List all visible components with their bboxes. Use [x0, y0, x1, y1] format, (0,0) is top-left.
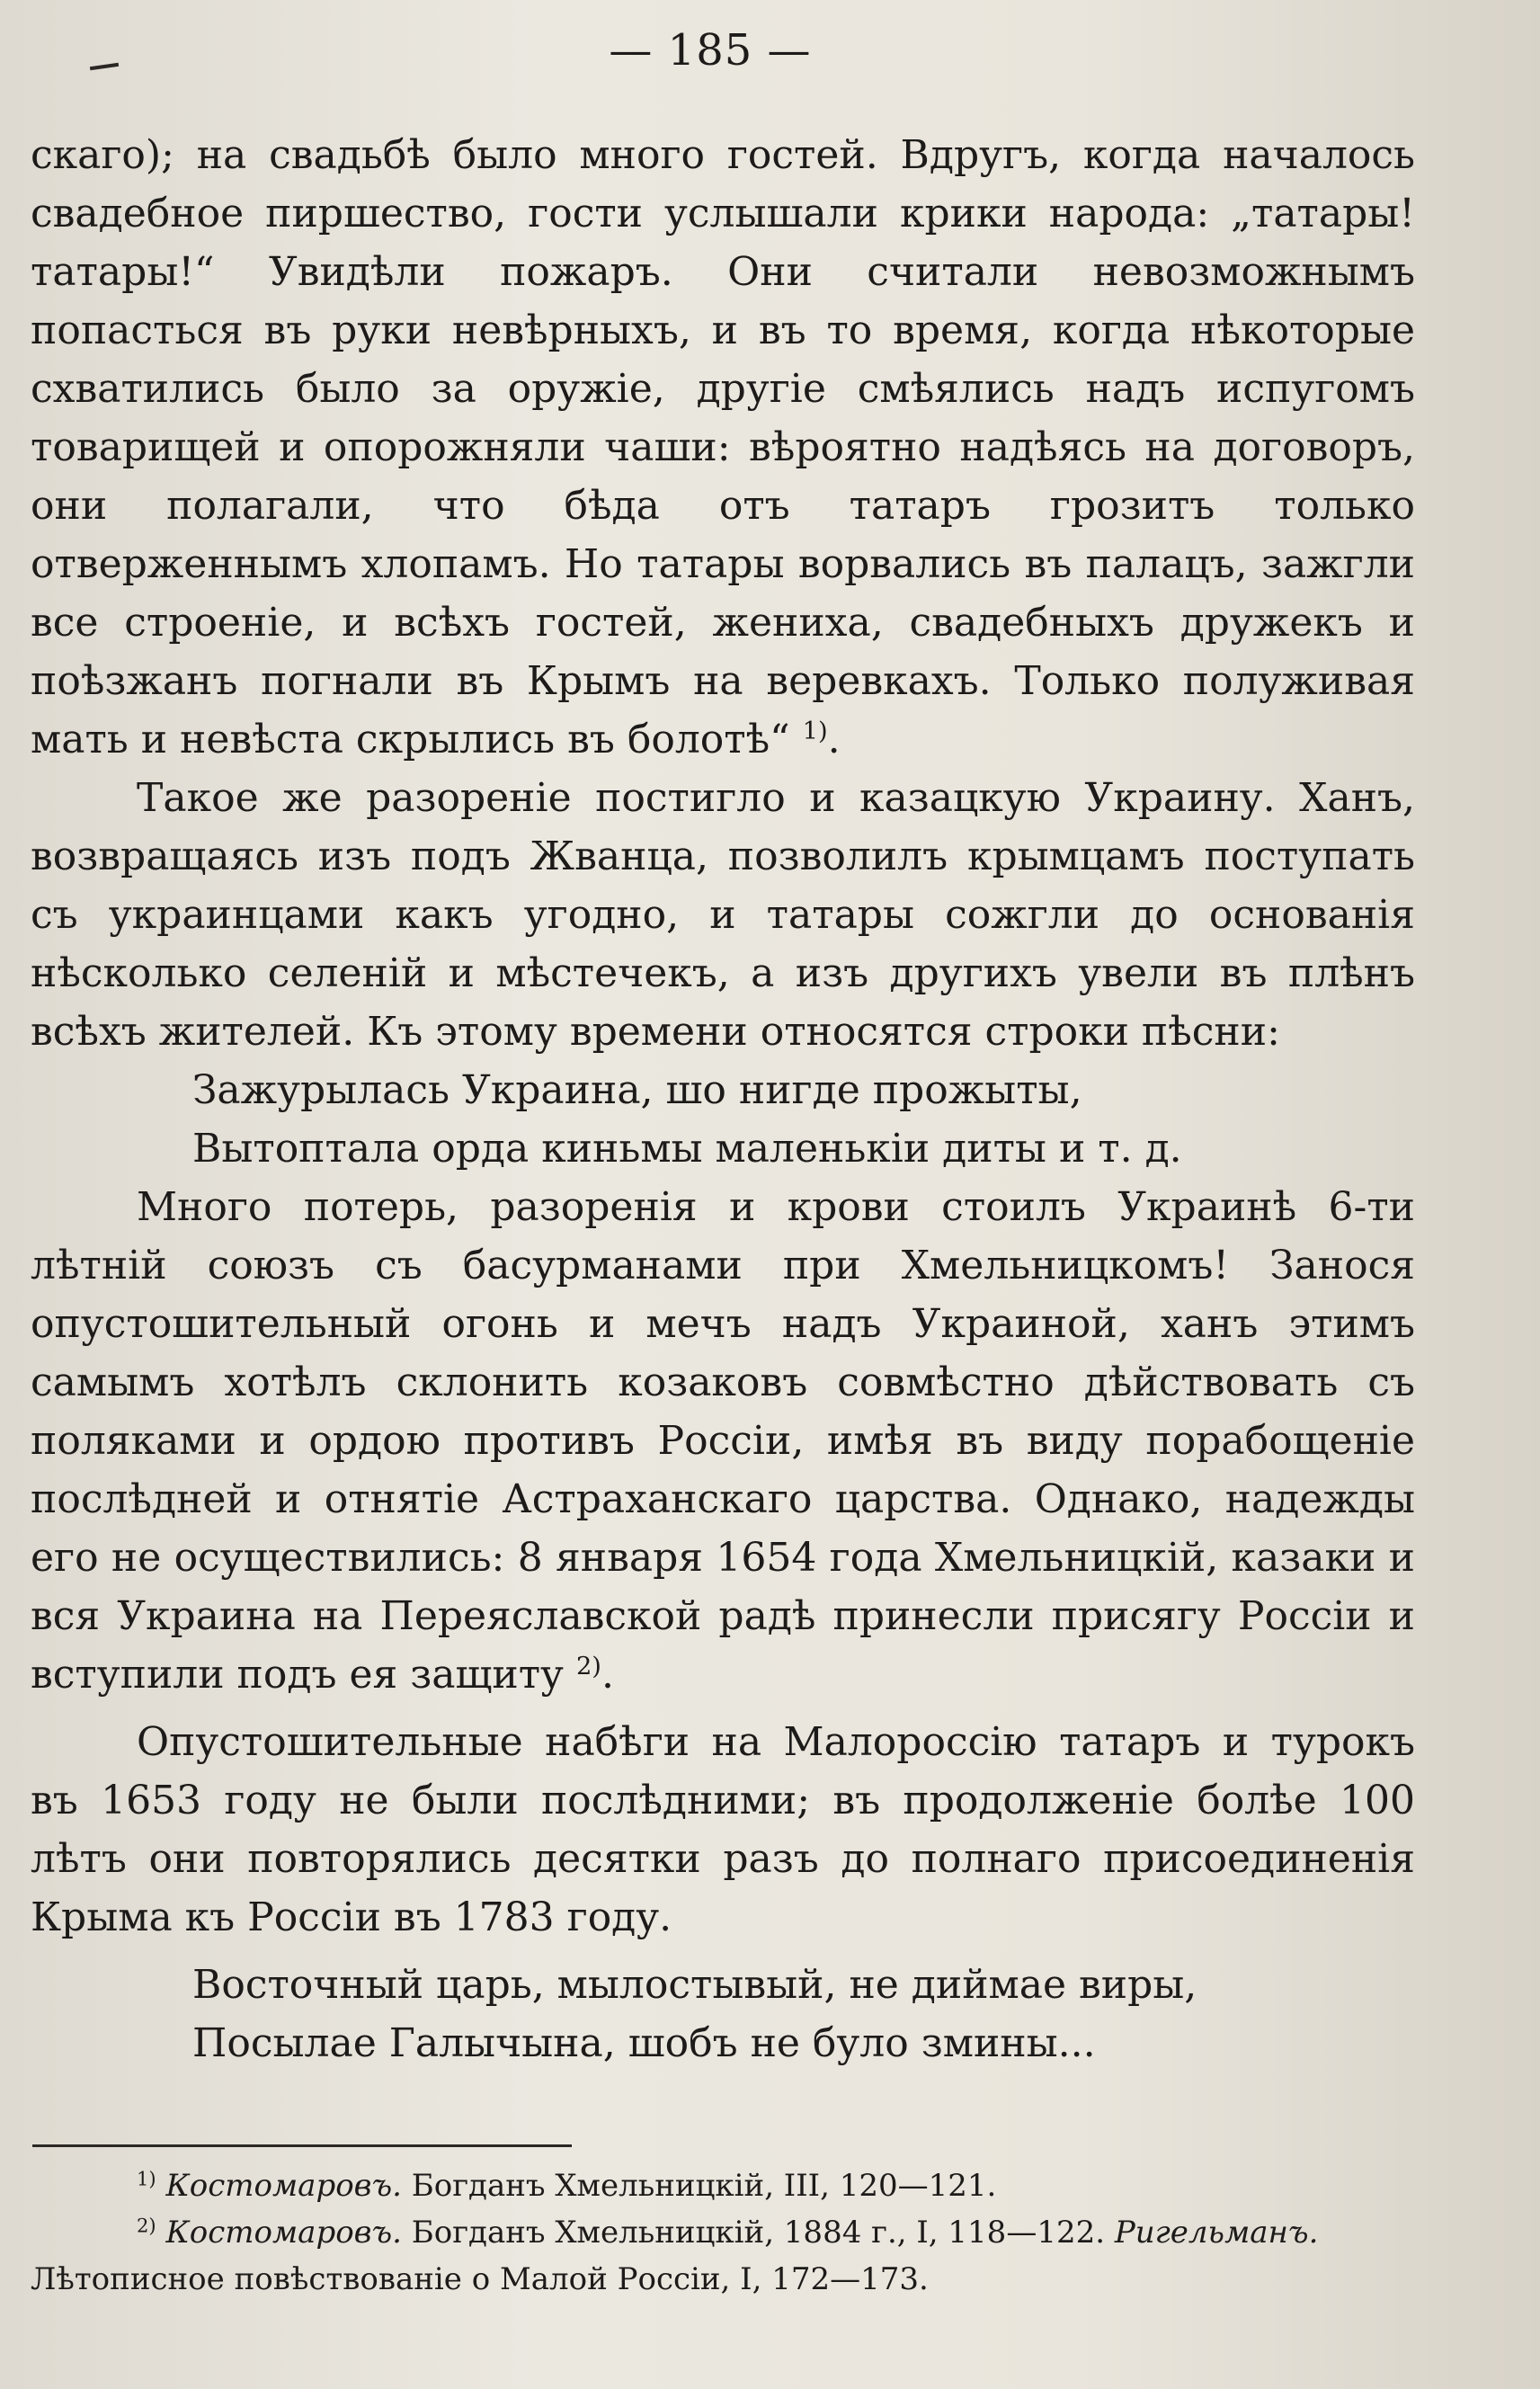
footnote-text: Богданъ Хмельницкій, 1884 г., I, 118—122.: [401, 2215, 1115, 2251]
verse-line: Зажурылась Украина, шо нигде прожыты,: [192, 1067, 1082, 1113]
paragraph-3: [31, 1178, 1415, 1704]
footnote-ref-2: 2): [575, 1653, 601, 1680]
main-text: [31, 126, 1415, 2073]
footnote-divider: [32, 2144, 572, 2147]
footnote-text: Богданъ Хмельницкій, III, 120—121.: [401, 2168, 997, 2204]
footnotes: [31, 2162, 1415, 2303]
song-quote-1: [31, 1061, 1415, 1178]
footnote-marker: 1): [137, 2167, 156, 2190]
footnote-ref-1: 1): [802, 718, 828, 745]
paragraph-3-end: .: [601, 1652, 614, 1698]
paragraph-3-text: Много потерь, разоренія и крови стоилъ Украинѣ 6-ти лѣтній союзъ съ басурманами при Хмельницкомъ! Занося опустошительный огонь и мечъ надъ Украиной, ханъ этимъ самымъ хотѣлъ склонить козаковъ совмѣстно дѣйствовать съ поляками и ордою противъ Россіи, имѣя въ виду порабощеніе послѣдней и отнятіе Астраханскаго царства. Однако, надежды его не осуществились: 8 января 1654 года Хмельницкій, казаки и вся Украина на Переяславской радѣ принесли присягу Россіи и вступили подъ ея защиту: [31, 1184, 1415, 1698]
footnote-author: Костомаровъ.: [165, 2168, 402, 2204]
song-quote-2: [31, 1956, 1415, 2073]
footnote-1: [31, 2162, 1415, 2209]
verse-line: Вытоптала орда киньмы маленькіи диты и т. д.: [192, 1126, 1182, 1172]
page-number: — 185 —: [609, 25, 812, 76]
footnote-author: Костомаровъ.: [165, 2215, 402, 2251]
paragraph-4: Опустошительные набѣги на Малороссію татаръ и турокъ въ 1653 году не были послѣдними; въ продолженіе болѣе 100 лѣтъ они повторялись десятки разъ до полнаго присоединенія Крыма къ Россіи въ 1783 году.: [31, 1719, 1415, 1940]
footnote-marker: 2): [137, 2214, 156, 2237]
footnote-text: Лѣтописное повѣствованіе о Малой Россіи, I, 172—173.: [31, 2261, 929, 2297]
paragraph-1-text: скаго); на свадьбѣ было много гостей. Вдругъ, когда началось свадебное пиршество, гости услышали крики народа: „татары! татары!“ Увидѣли пожаръ. Они считали невозможнымъ попасться въ руки невѣрныхъ, и въ то время, когда нѣкоторые схватились было за оружіе, другіе смѣялись надъ испугомъ товарищей и опорожняли чаши: вѣроятно надѣясь на договоръ, они полагали, что бѣда отъ татаръ грозитъ только отверженнымъ хлопамъ. Но татары ворвались въ палацъ, зажгли все строеніе, и всѣхъ гостей, жениха, свадебныхъ дружекъ и поѣзжанъ погнали въ Крымъ на веревкахъ. Только полуживая мать и невѣста скрылись въ болотѣ“: [31, 132, 1415, 762]
verse-line: Посылае Галычына, шобъ не було змины...: [192, 2020, 1096, 2066]
paragraph-1: скаго); на свадьбѣ было много гостей. Вдругъ, когда началось свадебное пиршество, гости услышали крики народа: „татары! татары!“ Увидѣли пожаръ. Они считали невозможнымъ попасться въ руки невѣрныхъ, и въ то время, когда нѣкоторые схватились было за оружіе, другіе смѣялись надъ испугомъ товарищей и опорожняли чаши: вѣроятно надѣясь на договоръ, они полагали, что бѣда отъ татаръ грозитъ только отверженнымъ хлопамъ. Но татары ворвались въ палацъ, зажгли все строеніе, и всѣхъ гостей, жениха, свадебныхъ дружекъ и поѣзжанъ погнали въ Крымъ на веревкахъ. Только полуживая мать и невѣста скрылись въ болотѣ“ $^{1)}$.: [31, 132, 1415, 762]
verse-line: Восточный царь, мылостывый, не диймае виры,: [192, 1962, 1197, 2008]
paragraph-2: Такое же разореніе постигло и казацкую Украину. Ханъ, возвращаясь изъ подъ Жванца, позволилъ крымцамъ поступать съ украинцами какъ угодно, и татары сожгли до основанія нѣсколько селеній и мѣстечекъ, а изъ другихъ увели въ плѣнъ всѣхъ жителей. Къ этому времени относятся строки пѣсни:: [31, 775, 1415, 1055]
footnote-author: Ригельманъ.: [1114, 2215, 1319, 2251]
footnote-2: [31, 2209, 1415, 2303]
